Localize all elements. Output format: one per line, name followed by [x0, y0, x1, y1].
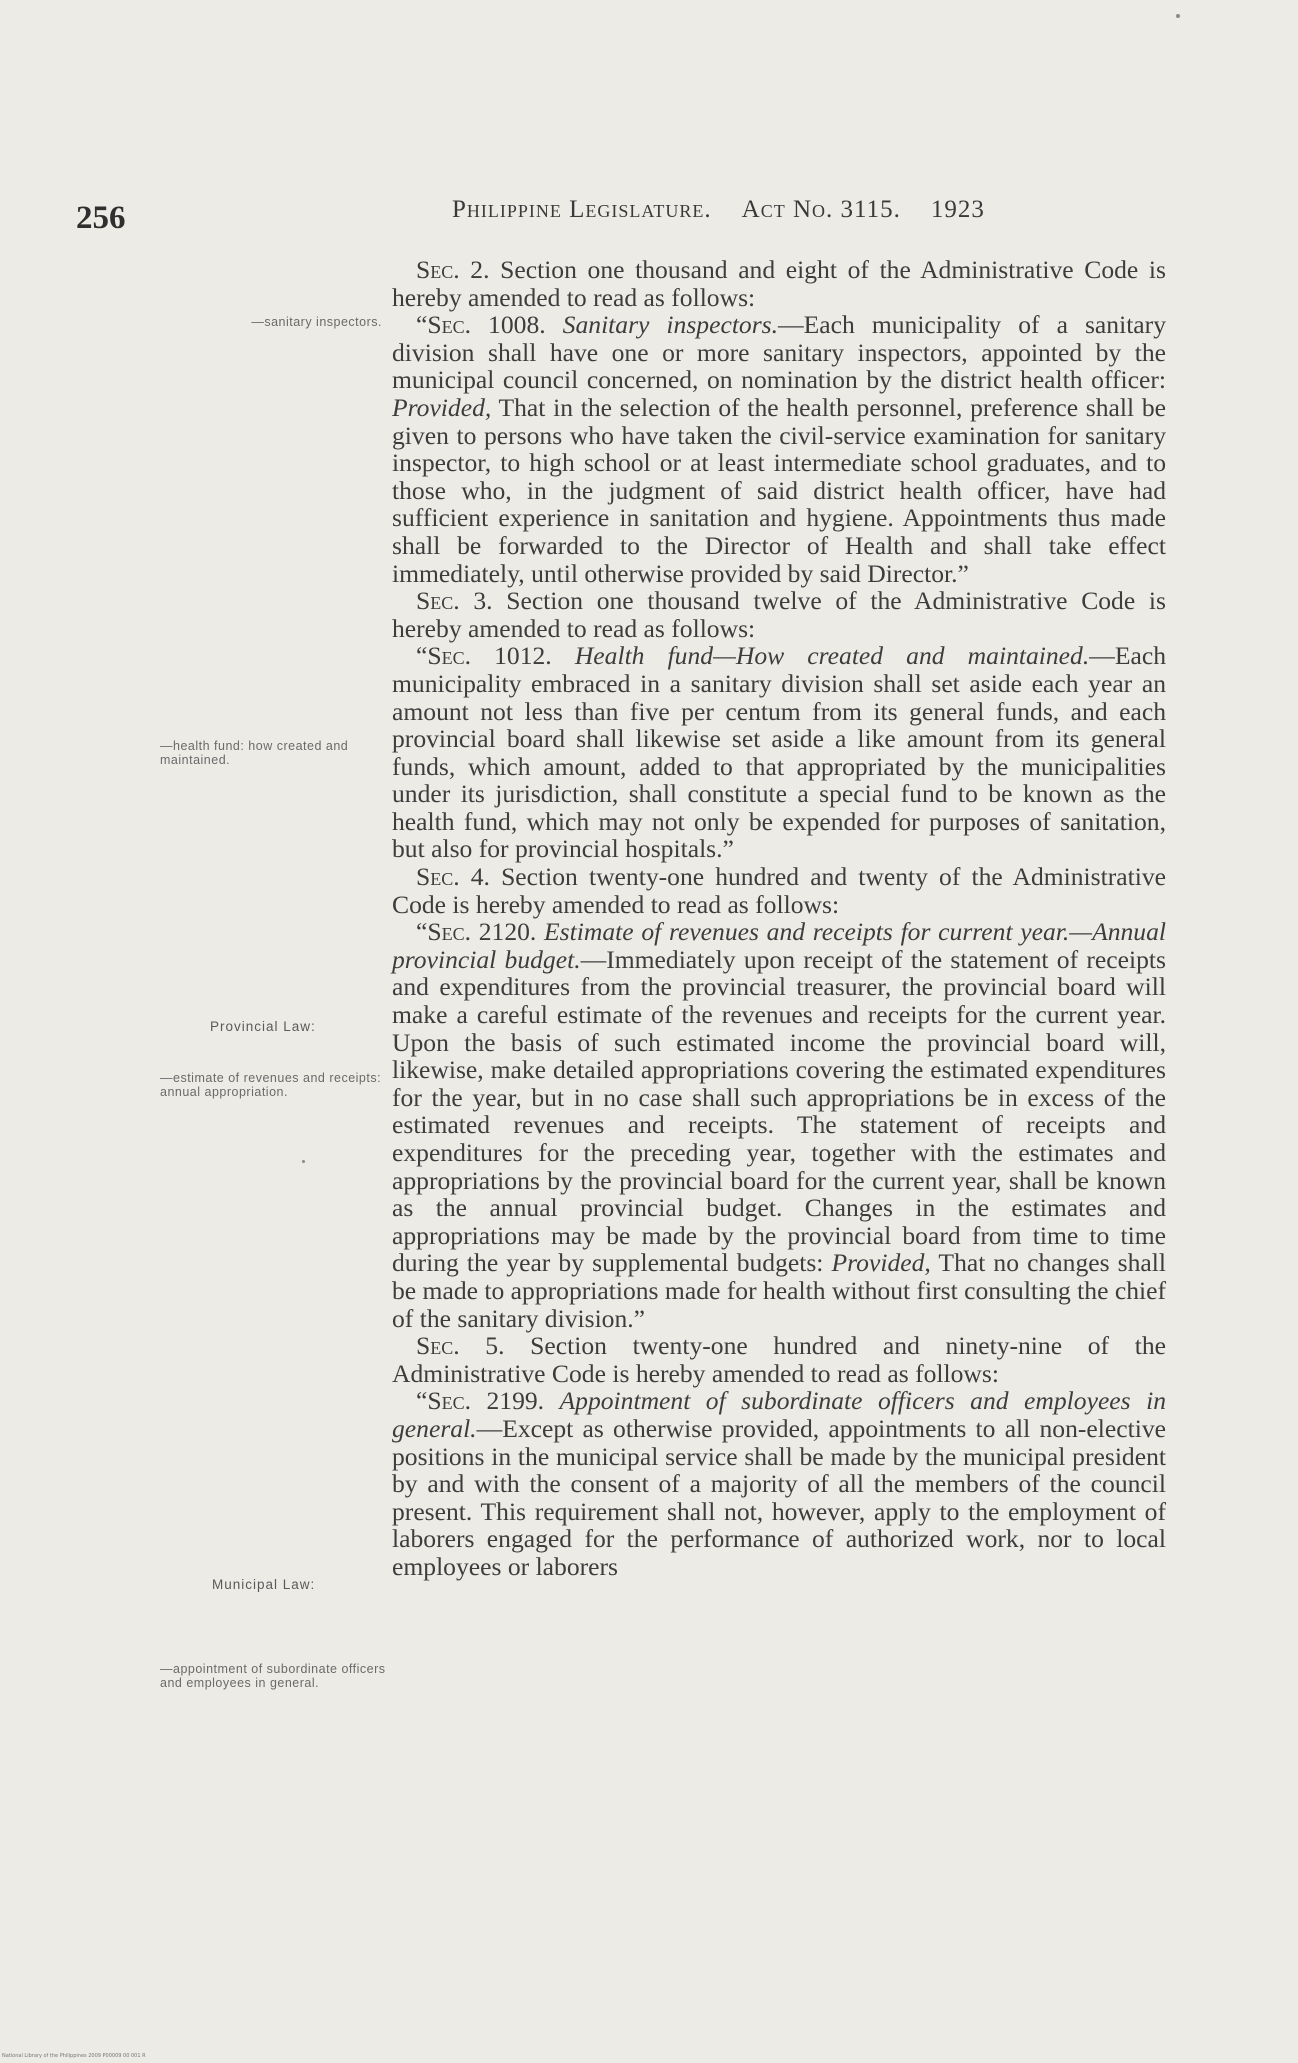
section-2199-paragraph: “Sec. 2199. Appointment of subordinate officers and employees in general.—Except as otherwise provided, appointments to all non-elective positions in the municipal service shall be made by the municipal president by and with the consent of a majority of all the members of the council present. This requirement shall not, however, apply to the employment of laborers engaged for the performance of authorized work, nor to local employees or laborers — [392, 1386, 1166, 1581]
margin-note-health-fund: —health fund: how created and maintained. — [160, 739, 349, 767]
margin-note-sanitary-inspectors: —sanitary inspectors. — [251, 315, 382, 329]
section-2120-title: Estimate of revenues and receipts for current year.—Annual provincial budget. — [392, 917, 1166, 974]
section-2120-paragraph: “Sec. 2120. Estimate of revenues and receipts for current year.—Annual provincial budget.—Immediately upon receipt of the statement of receipts and expenditures from the provincial treasurer, the provincial board will make a careful estimate of the revenues and receipts for the current year. Upon the basis of such estimated income the provincial board will, likewise, make detailed appropriations covering the estimated expenditures for the year, but in no case shall such appropriations be in excess of the estimated revenues and receipts. The statement of receipts and expenditures for the preceding year, together with the estimates and appropriations by the provincial board for the current year, shall be known as the annual provincial budget. Changes in the estimates and appropriations may be made by the provincial board from time to time during the year by supplemental budgets: Provided, That no changes shall be made to appropriations made for health without first consulting the chief of the sanitary division.” — [392, 917, 1166, 1333]
footer-credit: National Library of the Philippines 2009 P00009 00 001 R — [2, 2053, 146, 2059]
section-1012-paragraph: “Sec. 1012. Health fund—How created and maintained.—Each municipality embraced in a sanitary division shall set aside each year an amount not less than five per centum from its general funds, and each provincial board shall likewise set aside a like amount from its general funds, which amount, added to that appropriated by the municipalities under its jurisdiction, shall constitute a special fund to be known as the health fund, which may not only be expended for purposes of sanitation, but also for provincial hospitals.” — [392, 641, 1166, 864]
section-1012-title: Health fund—How created and maintained. — [574, 641, 1090, 671]
page-number: 256 — [76, 200, 126, 236]
margin-note-provincial-law: Provincial Law: — [210, 1019, 316, 1034]
scan-speck — [302, 1160, 305, 1163]
scan-speck — [1176, 14, 1180, 18]
section-2-paragraph: Sec. 2. Section one thousand and eight of the Administrative Code is hereby amended to read as follows: — [392, 255, 1166, 312]
body-text — [392, 256, 1166, 1581]
margin-note-estimate-revenues: —estimate of revenues and receipts: annual appropriation. — [160, 1071, 382, 1099]
section-3-paragraph: Sec. 3. Section one thousand twelve of the Administrative Code is hereby amended to read as follows: — [392, 586, 1166, 643]
margin-note-appointment: —appointment of subordinate officers and employees in general. — [160, 1662, 386, 1690]
running-head-act: Act No. 3115. — [741, 196, 901, 223]
section-2199-title: Appointment of subordinate officers and employees in general. — [392, 1386, 1166, 1443]
running-head-year: 1923 — [930, 196, 985, 223]
section-1008-paragraph: “Sec. 1008. Sanitary inspectors.—Each municipality of a sanitary division shall have one or more sanitary inspectors, appointed by the municipal council concerned, on nomination by the district health officer: Provided, That in the selection of the health personnel, preference shall be given to persons who have taken the civil-service examination for sanitary inspector, to high school or at least intermediate school graduates, and to those who, in the judgment of said district health officer, have had sufficient experience in sanitation and hygiene. Appointments thus made shall be forwarded to the Director of Health and shall take effect immediately, until otherwise provided by said Director.” — [392, 310, 1166, 588]
running-head-legislature: Philippine Legislature. — [452, 196, 712, 223]
section-4-paragraph: Sec. 4. Section twenty-one hundred and twenty of the Administrative Code is hereby amended to read as follows: — [392, 862, 1166, 919]
running-head — [452, 196, 985, 224]
margin-note-municipal-law: Municipal Law: — [212, 1577, 316, 1592]
section-5-paragraph: Sec. 5. Section twenty-one hundred and ninety-nine of the Administrative Code is hereby amended to read as follows: — [392, 1331, 1166, 1388]
section-1008-title: Sanitary inspectors. — [562, 310, 779, 340]
